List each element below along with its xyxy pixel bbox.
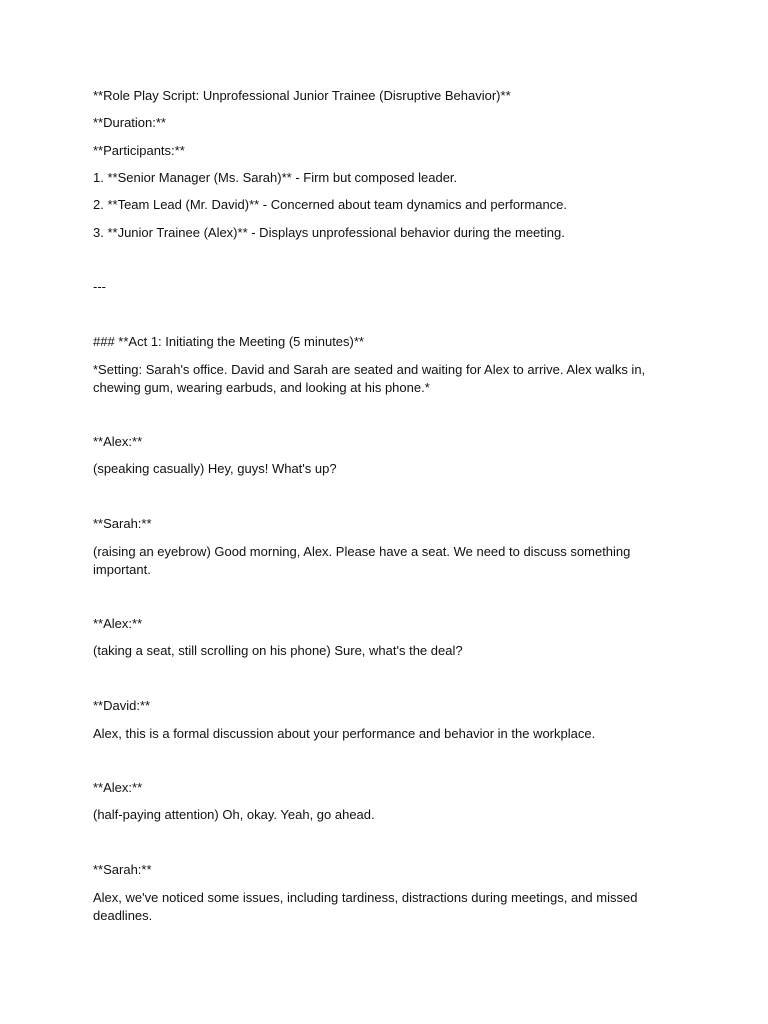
act-heading: ### **Act 1: Initiating the Meeting (5 minutes)** (93, 334, 364, 349)
dialogue-line: (speaking casually) Hey, guys! What's up? (93, 461, 337, 476)
speaker-label: **Alex:** (93, 616, 143, 631)
dialogue-line: (raising an eyebrow) Good morning, Alex. Please have a seat. We need to discuss something important. (93, 544, 631, 577)
dialogue-line: (half-paying attention) Oh, okay. Yeah, go ahead. (93, 807, 375, 822)
participant-item: 1. **Senior Manager (Ms. Sarah)** - Firm but composed leader. (93, 170, 458, 185)
speaker-label: **Alex:** (93, 434, 143, 449)
participant-item: 2. **Team Lead (Mr. David)** - Concerned about team dynamics and performance. (93, 197, 568, 212)
setting-description: *Setting: Sarah's office. David and Sarah are seated and waiting for Alex to arrive. Alex walks in, chewing gum, wearing earbuds, and looking at his phone.* (93, 362, 646, 395)
section-separator: --- (93, 279, 106, 294)
dialogue-line: Alex, this is a formal discussion about your performance and behavior in the workplace. (93, 726, 596, 741)
participant-item: 3. **Junior Trainee (Alex)** - Displays unprofessional behavior during the meeting. (93, 225, 565, 240)
duration-label: **Duration:** (93, 115, 166, 130)
speaker-label: **Sarah:** (93, 862, 152, 877)
dialogue-line: (taking a seat, still scrolling on his phone) Sure, what's the deal? (93, 643, 463, 658)
speaker-label: **Alex:** (93, 780, 143, 795)
speaker-label: **David:** (93, 698, 151, 713)
dialogue-line: Alex, we've noticed some issues, including tardiness, distractions during meetings, and missed deadlines. (93, 890, 638, 923)
document-title: **Role Play Script: Unprofessional Junior Trainee (Disruptive Behavior)** (93, 88, 511, 103)
participants-heading: **Participants:** (93, 143, 185, 158)
speaker-label: **Sarah:** (93, 516, 152, 531)
